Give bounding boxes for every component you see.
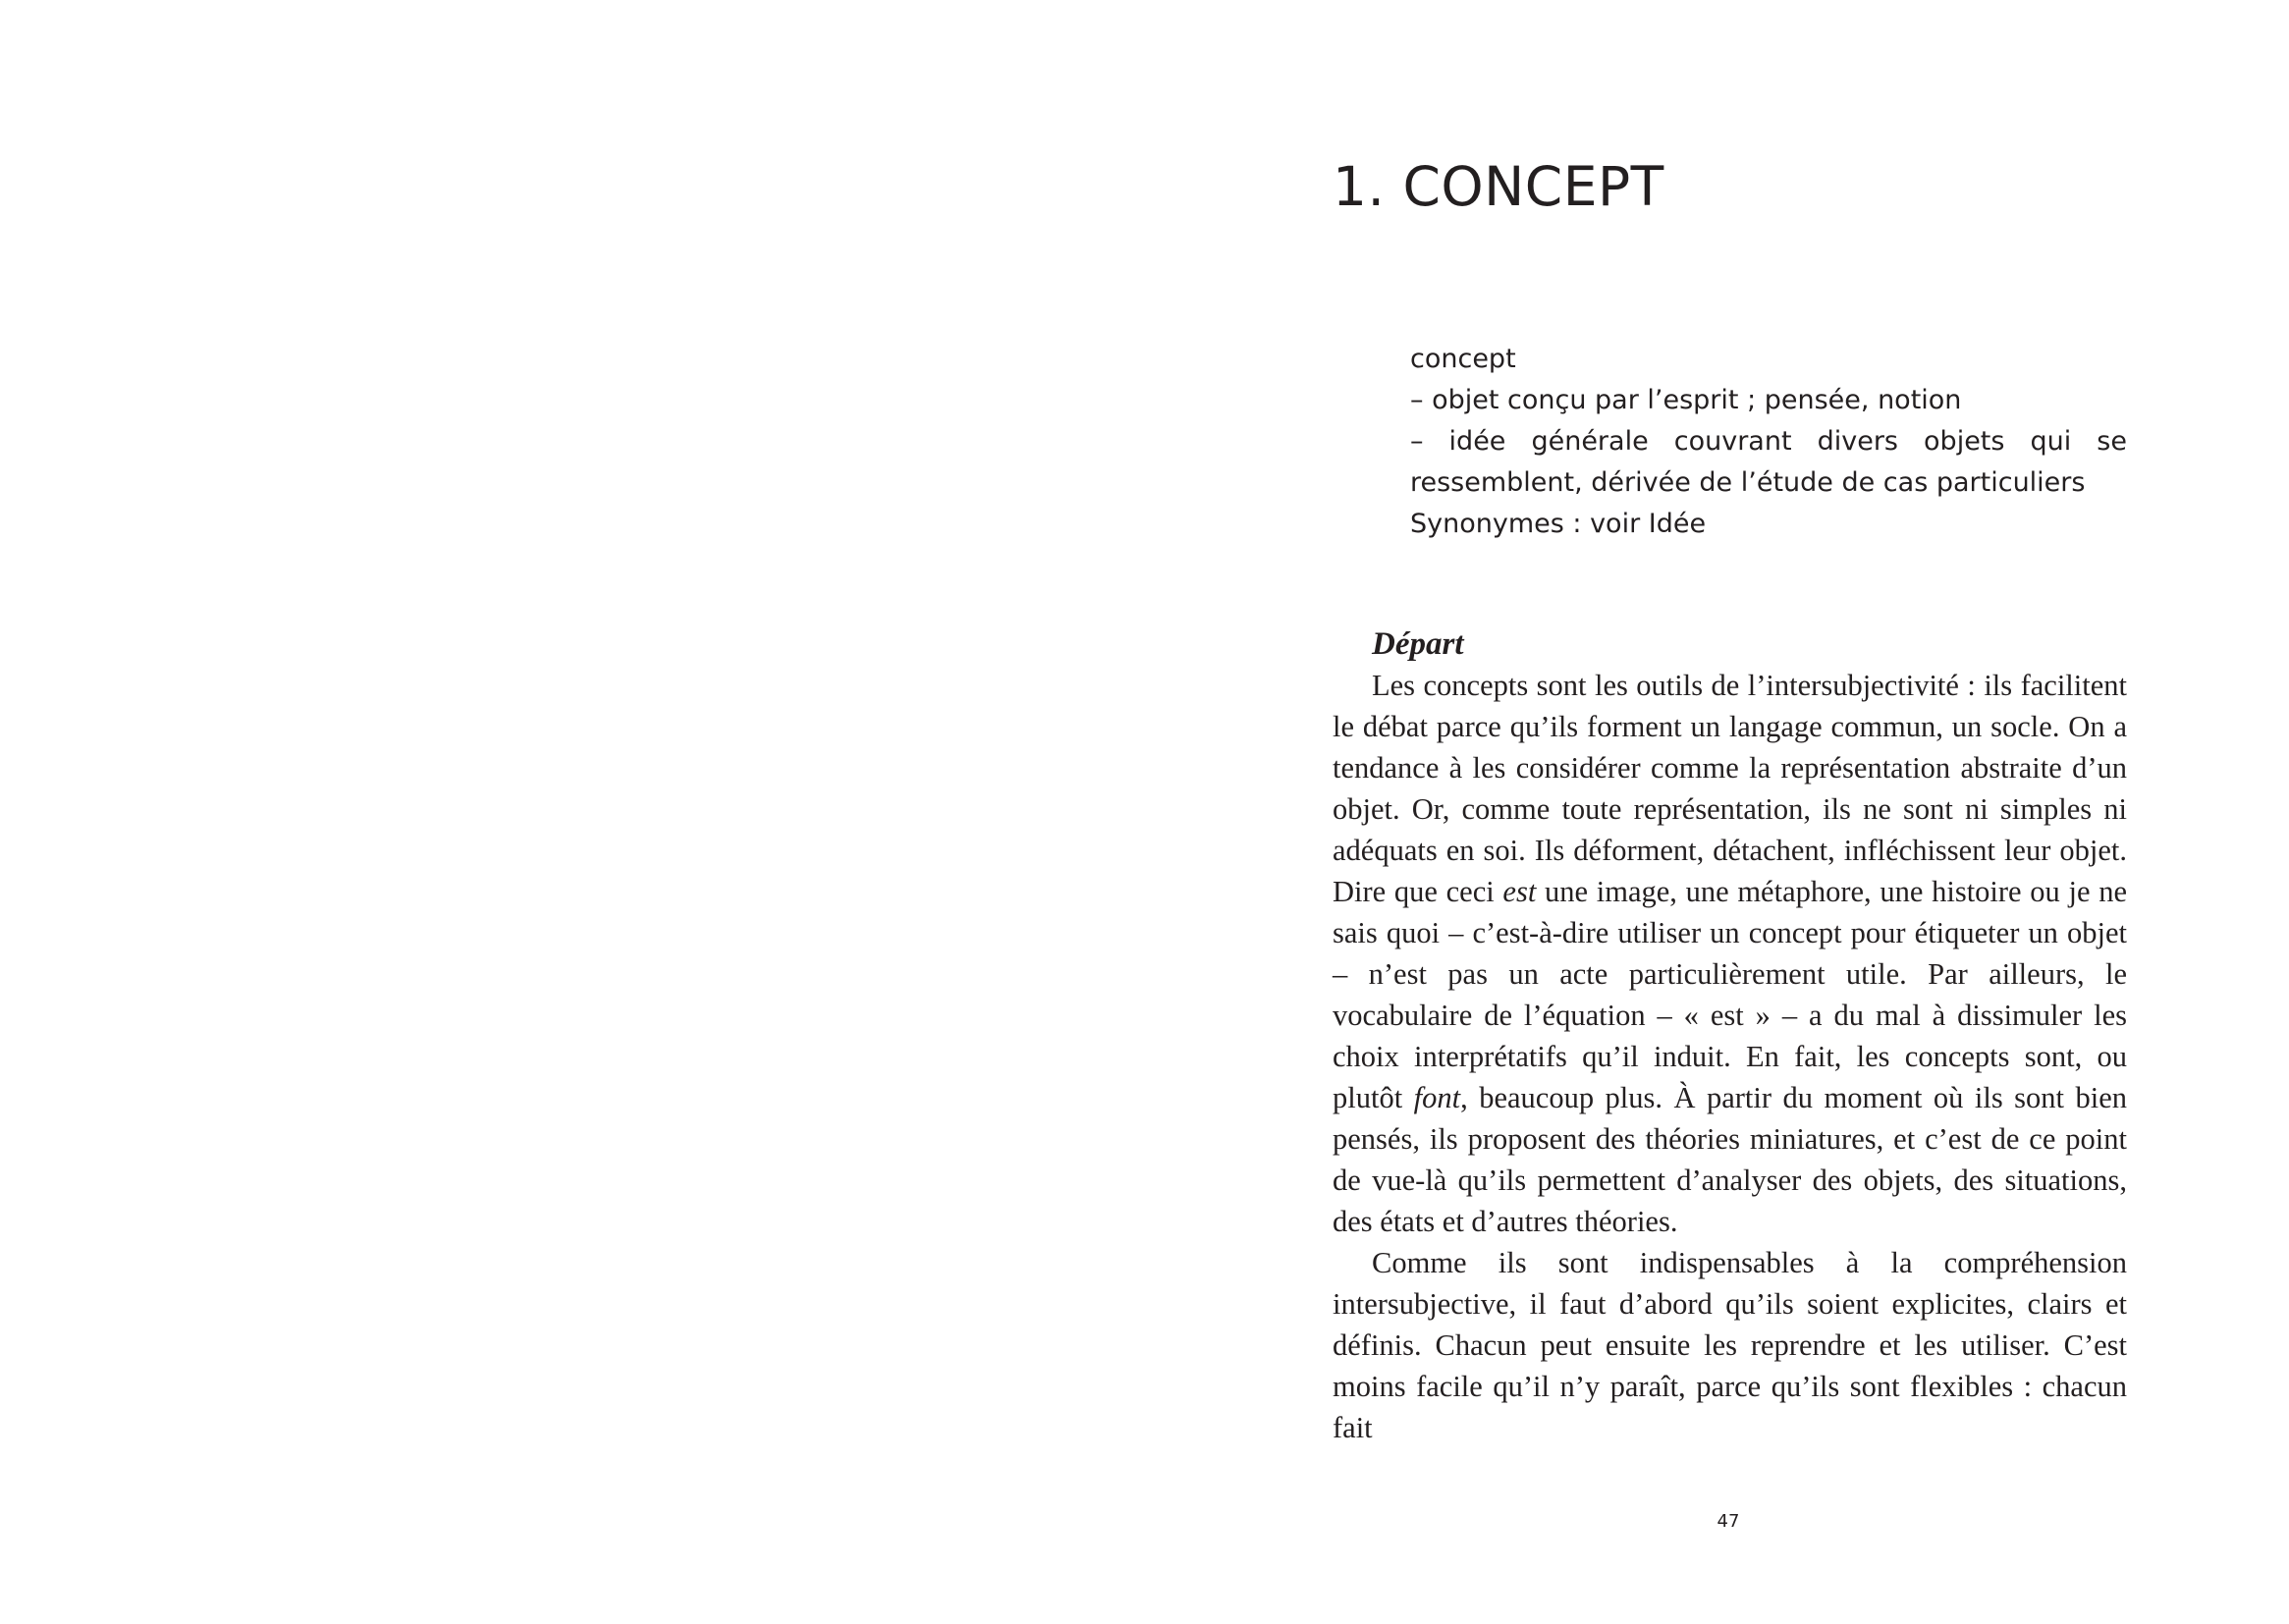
paragraph-1-part-c: , beaucoup plus. À partir du moment où ils sont bien pensés, ils proposent des théories miniatures, et c’est de ce point de vue-là qu’ils permettent d’analyser des objets, des situations, des états et d’autres théories.: [1333, 1081, 2128, 1238]
definition-synonyms: Synonymes : voir Idée: [1410, 509, 1707, 539]
definition-term: concept: [1410, 344, 1516, 374]
section-heading: Départ: [1372, 626, 1464, 662]
definition-sense-1: – objet conçu par l’esprit ; pensée, notion: [1410, 385, 1962, 415]
definition-sense-2: – idée générale couvrant divers objets qui se ressemblent, dérivée de l’étude de cas particuliers: [1410, 426, 2127, 498]
paragraph-2: Comme ils sont indispensables à la compréhension intersubjective, il faut d’abord qu’ils soient explicites, clairs et définis. Chacun peut ensuite les reprendre et les utiliser. C’est moins facile qu’il n’y paraît, parce qu’ils sont flexibles : chacun fait: [1333, 1246, 2127, 1444]
chapter-title: 1. CONCEPT: [1333, 155, 1664, 218]
body-text: [1333, 623, 2127, 1448]
paragraph-1: [1333, 665, 2127, 1242]
paragraph-1-part-b: une image, une métaphore, une histoire ou je ne sais quoi – c’est-à-dire utiliser un concept pour étiqueter un objet – n’est pas un acte particulièrement utile. Par ailleurs, le vocabulaire de l’équation – « est » – a du mal à dissimuler les choix interprétatifs qu’il induit. En fait, les concepts sont, ou plutôt: [1333, 875, 2127, 1114]
paragraph-1-part-a: Les concepts sont les outils de l’intersubjectivité : ils facilitent le débat parce qu’ils forment un langage commun, un socle. On a tendance à les considérer comme la représentation abstraite d’un objet. Or, comme toute représentation, ils ne sont ni simples ni adéquats en soi. Ils déforment, détachent, infléchissent leur objet. Dire que ceci: [1333, 669, 2127, 908]
paragraph-1-emphasis-est: est: [1502, 875, 1537, 908]
page-number: 47: [1717, 1511, 1740, 1532]
dictionary-definition: [1410, 339, 2127, 545]
left-page-blank: [0, 0, 1144, 1624]
paragraph-1-emphasis-font: font: [1413, 1081, 1461, 1114]
